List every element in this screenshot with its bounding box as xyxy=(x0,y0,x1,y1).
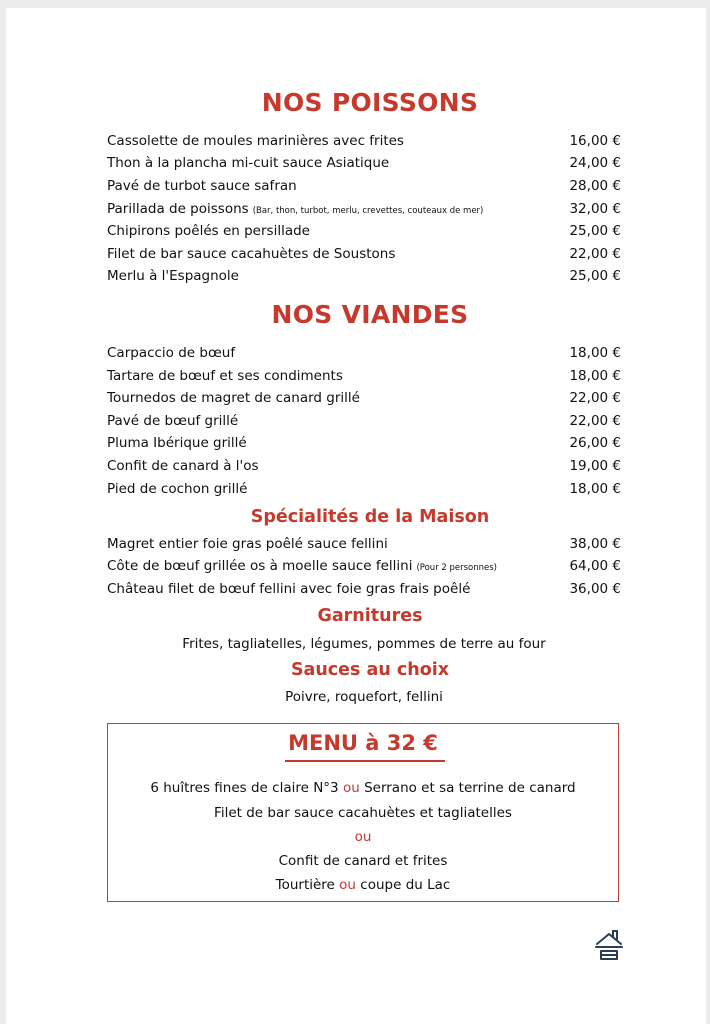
item-name: Confit de canard à l'os xyxy=(107,458,259,474)
item-name xyxy=(107,199,483,221)
item-name: Tournedos de magret de canard grillé xyxy=(107,390,360,406)
item-name: Filet de bar sauce cacahuètes de Soustons xyxy=(107,246,396,262)
item-name: Cassolette de moules marinières avec frites xyxy=(107,133,404,149)
item-price: 38,00 € xyxy=(569,536,621,552)
menu-content xyxy=(6,8,706,1024)
menu-item xyxy=(107,176,621,196)
item-name: Magret entier foie gras poêlé sauce fellini xyxy=(107,536,388,552)
item-price: 18,00 € xyxy=(569,481,621,497)
item-name: Pied de cochon grillé xyxy=(107,481,248,497)
or-separator: ou xyxy=(342,780,360,796)
starter-option-a: 6 huîtres fines de claire N°3 xyxy=(150,780,339,796)
sauces-text: Poivre, roquefort, fellini xyxy=(285,689,443,705)
or-separator: ou xyxy=(339,877,356,893)
item-price: 18,00 € xyxy=(569,345,621,361)
meat-section-title: NOS VIANDES xyxy=(271,300,469,329)
item-price: 32,00 € xyxy=(569,201,621,217)
or-separator: ou xyxy=(354,829,372,845)
item-name: Carpaccio de bœuf xyxy=(107,345,236,361)
menu-item xyxy=(107,153,621,173)
menu-item xyxy=(107,131,621,151)
menu-item xyxy=(107,199,621,219)
menu-item xyxy=(107,456,621,476)
set-menu-main-b: Confit de canard et frites xyxy=(278,853,448,869)
item-price: 25,00 € xyxy=(569,268,621,284)
item-note: (Pour 2 personnes) xyxy=(416,563,497,573)
item-name-text: Côte de bœuf grillée os à moelle sauce fellini xyxy=(107,558,413,574)
item-name: Pavé de turbot sauce safran xyxy=(107,178,297,194)
item-name xyxy=(107,556,497,578)
item-price: 22,00 € xyxy=(569,413,621,429)
sides-title: Garnitures xyxy=(317,606,423,626)
item-price: 64,00 € xyxy=(569,558,621,574)
menu-item xyxy=(107,433,621,453)
item-price: 16,00 € xyxy=(569,133,621,149)
item-name: Merlu à l'Espagnole xyxy=(107,268,239,284)
dessert-option-b: coupe du Lac xyxy=(360,877,451,893)
item-price: 25,00 € xyxy=(569,223,621,239)
item-name: Chipirons poêlés en persillade xyxy=(107,223,310,239)
menu-item xyxy=(107,343,621,363)
item-name: Pluma Ibérique grillé xyxy=(107,435,247,451)
item-note: (Bar, thon, turbot, merlu, crevettes, couteaux de mer) xyxy=(252,206,484,216)
item-price: 36,00 € xyxy=(569,581,621,597)
menu-item xyxy=(107,244,621,264)
sauces-title: Sauces au choix xyxy=(290,660,450,680)
menu-item xyxy=(107,366,621,386)
menu-item xyxy=(107,534,621,554)
menu-page xyxy=(6,8,706,1024)
house-logo-icon xyxy=(594,929,624,961)
set-menu-title: MENU à 32 € xyxy=(288,731,438,755)
item-price: 18,00 € xyxy=(569,368,621,384)
item-price: 19,00 € xyxy=(569,458,621,474)
item-price: 22,00 € xyxy=(569,390,621,406)
set-menu-box xyxy=(107,723,619,902)
fish-section-title: NOS POISSONS xyxy=(261,88,479,117)
set-menu-starters xyxy=(108,778,618,798)
item-name-text: Parillada de poissons xyxy=(107,201,249,217)
menu-item xyxy=(107,266,621,286)
item-price: 22,00 € xyxy=(569,246,621,262)
menu-item xyxy=(107,479,621,499)
menu-item xyxy=(107,221,621,241)
menu-item xyxy=(107,388,621,408)
menu-item xyxy=(107,411,621,431)
item-name: Thon à la plancha mi-cuit sauce Asiatique xyxy=(107,155,390,171)
menu-item xyxy=(107,579,621,599)
sides-text: Frites, tagliatelles, légumes, pommes de terre au four xyxy=(182,636,546,652)
menu-item xyxy=(107,556,621,576)
item-price: 24,00 € xyxy=(569,155,621,171)
item-name: Château filet de bœuf fellini avec foie gras frais poêlé xyxy=(107,581,471,597)
specialties-title: Spécialités de la Maison xyxy=(250,507,490,527)
item-name: Tartare de bœuf et ses condiments xyxy=(107,368,343,384)
dessert-option-a: Tourtière xyxy=(275,877,335,893)
item-price: 28,00 € xyxy=(569,178,621,194)
set-menu-desserts xyxy=(108,875,618,895)
set-menu-title-underline xyxy=(285,760,445,762)
starter-option-b: Serrano et sa terrine de canard xyxy=(364,780,576,796)
item-name: Pavé de bœuf grillé xyxy=(107,413,239,429)
item-price: 26,00 € xyxy=(569,435,621,451)
set-menu-main-a: Filet de bar sauce cacahuètes et tagliatelles xyxy=(214,805,512,821)
